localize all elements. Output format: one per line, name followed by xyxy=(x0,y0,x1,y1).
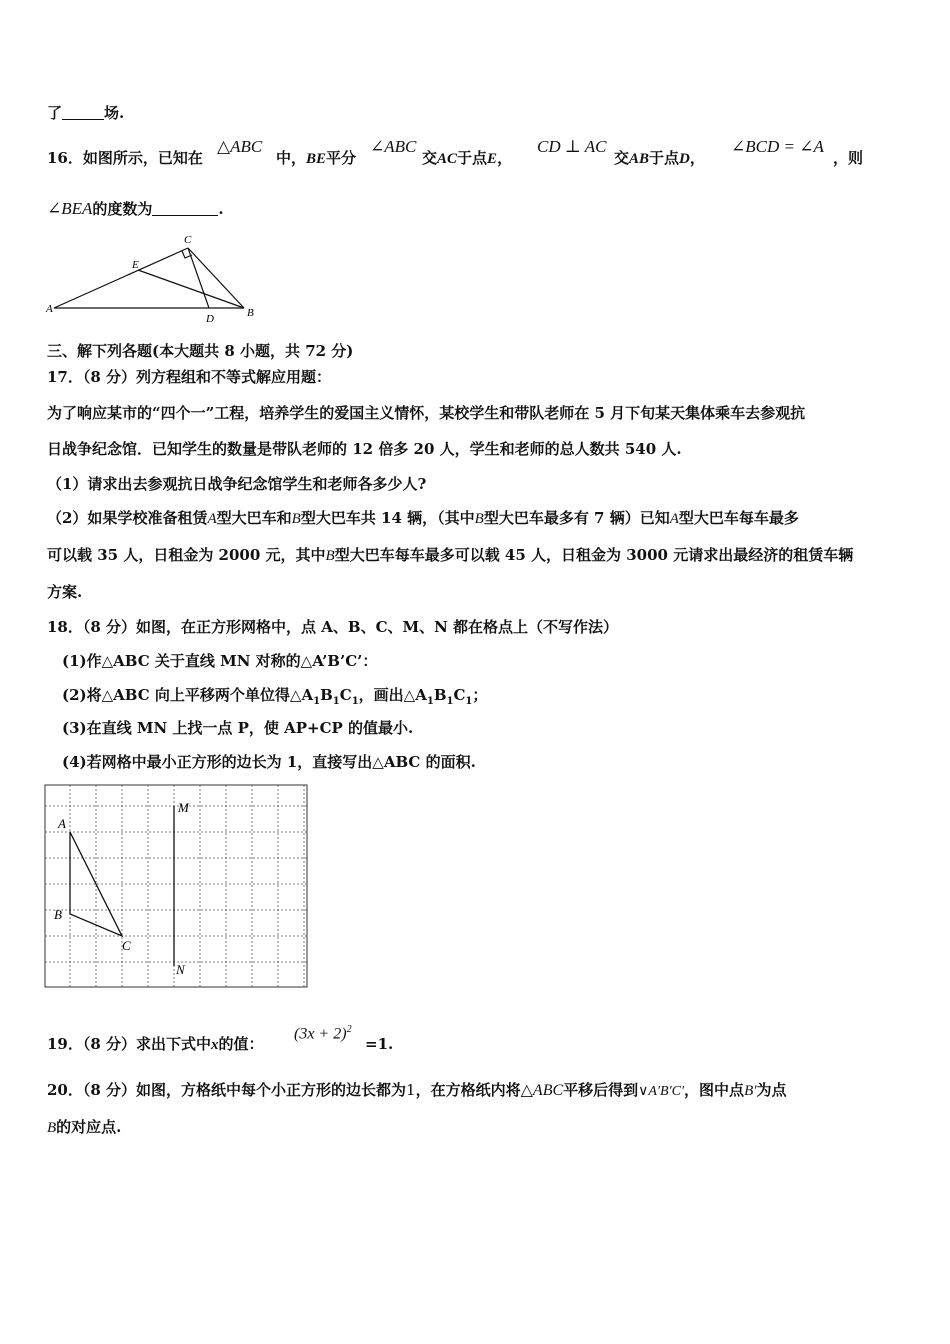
segment-cd xyxy=(188,248,209,308)
label-c: C xyxy=(122,938,131,953)
q17-line5: 可以载 35 人，日租金为 2000 元，其中B型大巴车每车最多可以载 45 人，日租金为 3000 元请求出最经济的租赁车辆 xyxy=(47,546,854,564)
q17-part1: （1）请求出去参观抗日战争纪念馆学生和老师各多少人? xyxy=(47,475,427,493)
answer-blank[interactable] xyxy=(62,119,104,120)
question-20-line2: B的对应点. xyxy=(47,1118,122,1136)
fill-in-line: 了 场. xyxy=(47,104,125,122)
label-a: A xyxy=(46,303,53,315)
label-c: C xyxy=(184,234,192,246)
q17-line2: 日战争纪念馆．已知学生的数量是带队老师的 12 倍多 20 人，学生和老师的总人数共 540 人. xyxy=(47,440,682,458)
q17-part2: （2）如果学校准备租赁A型大巴车和B型大巴车共 14 辆，（其中B型大巴车最多有 7 辆）已知A型大巴车每车最多 xyxy=(47,509,799,527)
q16-text-2: 交AC于点E， xyxy=(422,149,513,167)
question-19: 19．（8 分）求出下式中x的值： xyxy=(47,1035,264,1053)
q16-text: 中，BE平分 xyxy=(276,149,357,167)
q18-step1: (1)作△ABC 关于直线 MN 对称的△A’B’C’： xyxy=(62,652,378,670)
side-ac xyxy=(54,248,188,308)
q17-line6: 方案. xyxy=(47,583,83,601)
q18-step3: (3)在直线 MN 上找一点 P，使 AP+CP 的值最小. xyxy=(62,719,414,737)
angle-bcd-eq-a: ∠BCD = ∠A xyxy=(731,137,824,156)
label-b: B xyxy=(54,907,62,922)
equals-one: =1. xyxy=(365,1035,394,1053)
q18-step4: (4)若网格中最小正方形的边长为 1，直接写出△ABC 的面积. xyxy=(62,753,476,771)
question-18-head: 18．（8 分）如图，在正方形网格中，点 A、B、C、M、N 都在格点上（不写作法） xyxy=(47,618,619,636)
expression-19: $(3x + 2)^2$ xyxy=(294,1024,352,1043)
q16-text-3: 交AB于点D， xyxy=(614,149,705,167)
label-e: E xyxy=(132,259,139,271)
answer-blank-16[interactable] xyxy=(152,215,218,216)
q18-step2: (2)将△ABC 向上平移两个单位得$\triangle A_1B_1C_1$，画出$\triangle A_1B_1C_1$； xyxy=(62,686,488,707)
segment-be xyxy=(138,270,244,308)
q16-text-4: ，则 xyxy=(833,149,864,167)
angle-abc: ∠ABC xyxy=(370,137,417,156)
side-bc xyxy=(188,248,244,308)
label-m: M xyxy=(178,800,189,815)
question-17-head: 17．（8 分）列方程组和不等式解应用题： xyxy=(47,368,332,386)
question-16-line1: 16．如图所示，已知在 xyxy=(47,149,203,167)
label-d: D xyxy=(206,313,214,325)
section-heading: 三、解下列各题(本大题共 8 小题，共 72 分) xyxy=(47,342,354,360)
question-20-line1: 20．（8 分）如图，方格纸中每个小正方形的边长都为1，在方格纸内将△ABC平移后得到∨A′B′C′，图中点B′为点 xyxy=(47,1081,787,1099)
triangle-abc: △ABC xyxy=(217,137,263,156)
label-a: A xyxy=(58,816,66,831)
triangle-figure-16 xyxy=(44,232,268,326)
label-n: N xyxy=(176,962,185,977)
q17-line1: 为了响应某市的“四个一”工程，培养学生的爱国主义情怀，某校学生和带队老师在 5 月下旬某天集体乘车去参观抗 xyxy=(47,404,806,422)
grid-figure-18 xyxy=(44,784,309,990)
cd-perp-ac: CD ⊥ AC xyxy=(537,137,607,156)
q16-line2: ∠BEA的度数为 . xyxy=(47,199,224,218)
label-b: B xyxy=(247,307,254,319)
